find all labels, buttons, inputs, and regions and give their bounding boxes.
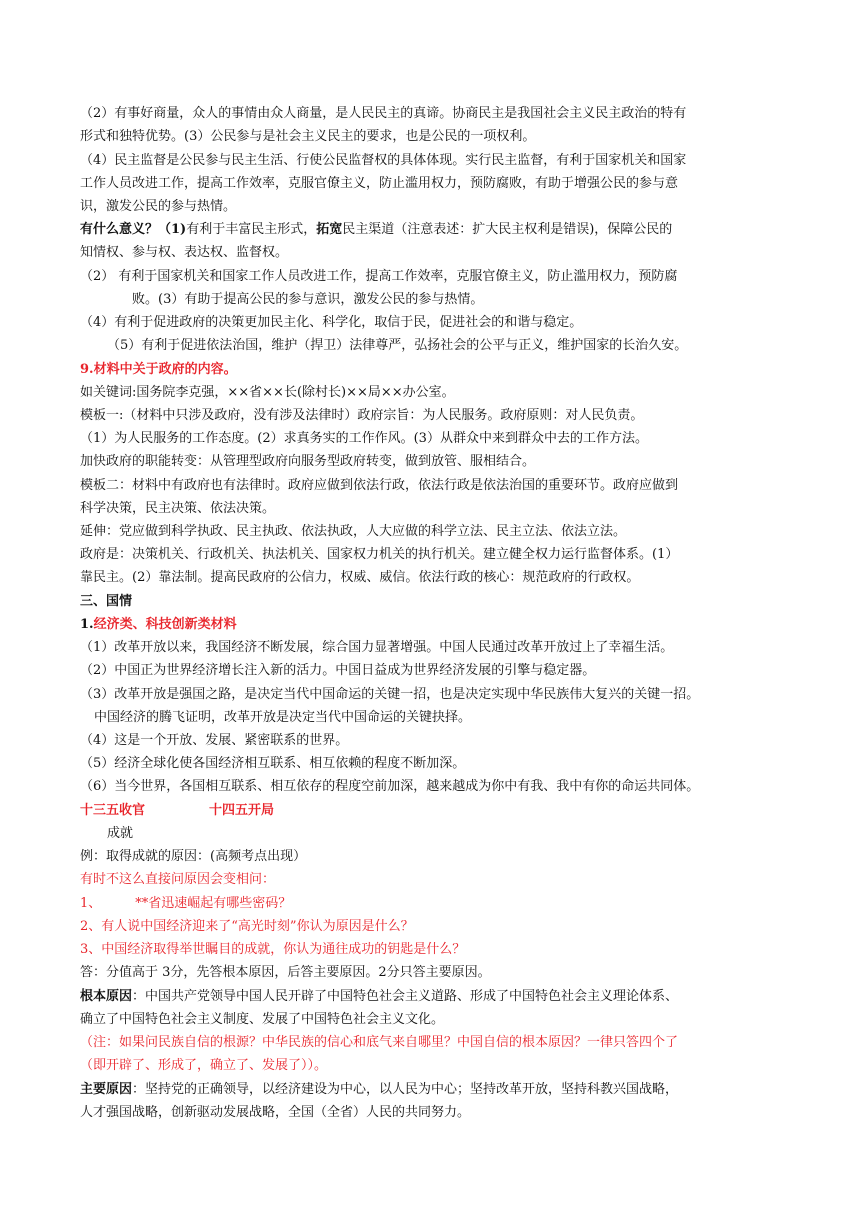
text-line: 例：取得成就的原因：(高频考点出现）: [80, 849, 307, 864]
bold-term: 根本原因: [80, 989, 133, 1004]
text-line: （5）经济全球化使各国经济相互联系、相互依赖的程度不断加深。: [80, 756, 466, 771]
text-span: 民主渠道（注意表述：扩大民主权利是错误)，保障公民的: [342, 222, 673, 237]
text-line: （6）当今世界，各国相互联系、相互依存的程度空前加深，越来越成为你中有我、我中有你的命运共同体。: [80, 779, 700, 794]
text-line: （注：如果问民族自信的根源？中华民族的信心和底气来自哪里？中国自信的根本原因？一律只答四个了: [80, 1035, 679, 1050]
heading-13th-five-year: 十三五收官: [80, 803, 146, 818]
text-line: 成就: [107, 826, 134, 841]
heading-number: 1.: [80, 617, 94, 632]
text-line: （5）有利于促进依法治国，维护（捍卫）法律尊严，弘扬社会的公平与正义，维护国家的长治久安。: [107, 338, 688, 353]
text-line: 形式和独特优势。(3）公民参与是社会主义民主的要求，也是公民的一项权利。: [80, 129, 536, 144]
text-line: （2） 有利于国家机关和国家工作人员改进工作，提高工作效率，克服官僚主义，防止滥用权力，预防腐: [80, 269, 678, 284]
significance-heading: 有什么意义？（1): [80, 222, 187, 237]
text-line: 确立了中国特色社会主义制度、发展了中国特色社会主义文化。: [80, 1012, 445, 1027]
text-line: 3、中国经济取得举世瞩目的成就，你认为通往成功的钥匙是什么？: [80, 942, 466, 957]
section-heading-government: 9.材料中关于政府的内容。: [80, 362, 237, 377]
text-line: （即开辟了、形成了，确立了、发展了））。: [80, 1058, 328, 1073]
heading-14th-five-year: 十四五开局: [209, 803, 275, 818]
text-line: （4）民主监督是公民参与民主生活、行使公民监督权的具体体现。实行民主监督，有利于国家机关和国家: [80, 153, 687, 168]
question-number: 1、: [80, 896, 102, 911]
text-line: （2）中国正为世界经济增长注入新的活力。中国日益成为世界经济发展的引擎与稳定器。: [80, 663, 596, 678]
text-span: 有利于丰富民主形式，: [186, 222, 317, 237]
text-line: 2、有人说中国经济迎来了“高光时刻”你认为原因是什么？: [80, 919, 414, 934]
text-line: 靠民主。(2）靠法制。提高民政府的公信力，权威、威信。依法行政的核心：规范政府的行政权。: [80, 570, 640, 585]
text-line: 识，激发公民的参与热情。: [80, 199, 237, 214]
text-line: 败。(3）有助于提高公民的参与意识，激发公民的参与热情。: [132, 292, 484, 307]
question-text: **省迅速崛起有哪些密码？: [135, 896, 292, 911]
text-line: 答：分值高于 3分，先答根本原因，后答主要原因。2分只答主要原因。: [80, 965, 491, 980]
heading-text: 经济类、科技创新类材料: [93, 617, 237, 632]
text-line: （3）改革开放是强国之路，是决定当代中国命运的关键一招，也是决定实现中华民族伟大复兴的关键一招。: [80, 687, 700, 702]
text-line: 政府是：决策机关、行政机关、执法机关、国家权力机关的执行机关。建立健全权力运行监督体系。(1）: [80, 547, 679, 562]
question-line: [80, 894, 291, 914]
text-span: ：中国共产党领导中国人民开辟了中国特色社会主义道路、形成了中国特色社会主义理论体系、: [132, 989, 679, 1004]
text-line: 知情权、参与权、表达权、监督权。: [80, 245, 289, 260]
bold-term: 拓宽: [316, 222, 343, 237]
text-line: 工作人员改进工作，提高工作效率，克服官僚主义，防止滥用权力，预防腐败，有助于增强公民的参与意: [80, 176, 679, 191]
bold-term: 主要原因: [80, 1082, 133, 1097]
text-line: 人才强国战略，创新驱动发展战略，全国（全省）人民的共同努力。: [80, 1105, 471, 1120]
text-line: （4）有利于促进政府的决策更加民主化、科学化，取信于民，促进社会的和谐与稳定。: [80, 315, 583, 330]
text-line: 有时不这么直接问原因会变相问：: [80, 872, 276, 887]
text-line: （1）为人民服务的工作态度。(2）求真务实的工作作风。(3）从群众中来到群众中去的工作方法。: [80, 431, 648, 446]
root-cause-line: [80, 987, 678, 1007]
text-span: ：坚持党的正确领导，以经济建设为中心，以人民为中心；坚持改革开放，坚持科教兴国战略，: [132, 1082, 679, 1097]
text-line: 科学决策，民主决策、依法决策。: [80, 501, 276, 516]
text-line: 延伸：党应做到科学执政、民主执政、依法执政，人大应做的科学立法、民主立法、依法立法。: [80, 524, 627, 539]
text-line: 模板一:（材料中只涉及政府，没有涉及法律时）政府宗旨：为人民服务。政府原则：对人民负责。: [80, 408, 644, 423]
significance-heading-line: [80, 220, 672, 240]
text-line: （4）这是一个开放、发展、紧密联系的世界。: [80, 733, 349, 748]
text-line: 加快政府的职能转变：从管理型政府向服务型政府转变，做到放管、服相结合。: [80, 454, 536, 469]
section-heading-national-conditions: 三、国情: [80, 594, 133, 609]
text-line: 如关键词:国务院李克强，××省××长(除村长)××局××办公室。: [80, 385, 455, 400]
text-line: 模板二：材料中有政府也有法律时。政府应做到依法行政，依法行政是依法治国的重要环节。政府应做到: [80, 478, 679, 493]
subsection-heading-economy: [80, 615, 237, 635]
text-line: （1）改革开放以来，我国经济不断发展，综合国力显著增强。中国人民通过改革开放过上了幸福生活。: [80, 640, 674, 655]
text-line: （2）有事好商量，众人的事情由众人商量，是人民民主的真谛。协商民主是我国社会主义民主政治的特有: [80, 106, 687, 121]
text-line: 中国经济的腾飞证明，改革开放是决定当代中国命运的关键抉择。: [94, 710, 472, 725]
main-cause-line: [80, 1080, 678, 1100]
